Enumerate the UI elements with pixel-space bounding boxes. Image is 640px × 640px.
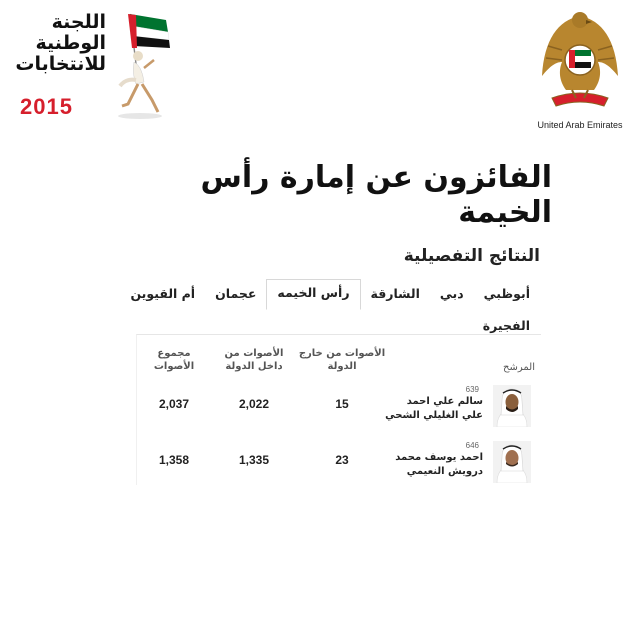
page-title: الفائزون عن إمارة رأس الخيمة [200,160,552,230]
total-votes: 1,358 [158,453,190,467]
tab-ras-al-khaimah[interactable]: رأس الخيمه [266,279,360,310]
votes-outside: 15 [335,397,349,411]
emirate-tabs-row2 [150,312,540,334]
section-title: النتائج التفصيلية [403,246,540,266]
runner-with-flag-icon [106,8,178,120]
tab-umm-al-quwain[interactable]: أم القيوين [130,286,196,301]
election-committee-logo [16,8,176,120]
uae-emblem [532,6,628,132]
votes-inside: 2,022 [238,397,270,411]
results-table [136,334,541,485]
column-header-votes-inside: الأصوات من داخل الدولة [224,348,284,372]
tab-abu-dhabi[interactable]: أبوظبي [483,286,530,301]
tab-dubai[interactable]: دبي [439,286,464,301]
tab-sharjah[interactable]: الشارقة [370,286,420,301]
votes-inside: 1,335 [238,453,270,467]
column-header-votes-outside: الأصوات من خارج الدولة [298,348,386,372]
tab-ajman[interactable]: عجمان [215,286,257,301]
total-votes: 2,037 [158,397,190,411]
candidate-number: 646 [465,441,479,450]
candidate-name: احمد يوسف محمد درويش النعيمي [395,452,483,477]
candidate-photo [493,385,531,427]
emblem-caption: United Arab Emirates [537,120,623,130]
candidate-number: 639 [465,385,479,394]
table-row [137,435,541,487]
column-header-total-votes: مجموع الأصوات [153,348,195,372]
committee-logo-text: اللجنة الوطنية للانتخابات [15,11,106,75]
falcon-emblem-icon [538,6,622,114]
emirate-tabs [130,280,540,310]
candidate-photo [493,441,531,483]
tab-fujairah[interactable]: الفجيرة [482,318,530,333]
column-header-candidate: المرشح [503,362,535,373]
table-row [137,379,541,431]
votes-outside: 23 [335,453,349,467]
committee-year: 2015 [20,94,73,119]
candidate-name: سالم علي احمد علي الغليلي الشحي [385,396,483,421]
